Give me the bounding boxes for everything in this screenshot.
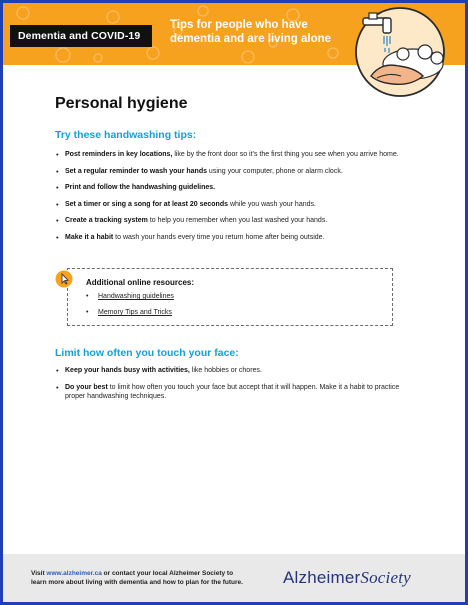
list-item: • Create a tracking system to help you remember when you last washed your hands. [55,216,405,226]
resources-list [86,292,174,324]
online-resources-box [67,268,393,326]
handwashing-heading: Try these handwashing tips: [55,129,197,141]
list-item: • Do your best to limit how often you touch your face but accept that it will happen. Make it a habit to practice proper handwashing techniques. [55,383,405,402]
handwashing-list [55,150,405,249]
topic-tag: Dementia and COVID-19 [10,25,152,47]
resources-title: Additional online resources: [86,278,195,287]
header-subtitle-line2: dementia and are living alone [170,33,332,45]
face-heading: Limit how often you touch your face: [55,347,239,359]
handwashing-icon [341,6,459,98]
mouse-pointer-icon [54,269,74,289]
header-subtitle [170,18,370,46]
face-list [55,366,405,409]
resource-link-memory-tips[interactable]: • Memory Tips and Tricks [86,308,174,317]
page-title: Personal hygiene [55,95,188,112]
list-item: • Set a regular reminder to wash your hands using your computer, phone or alarm clock. [55,167,405,177]
footer [3,554,465,602]
list-item: • Print and follow the handwashing guidelines. [55,183,405,193]
list-item: • Keep your hands busy with activities, like hobbies or chores. [55,366,405,376]
alzheimer-society-logo: AlzheimerSociety [283,568,411,587]
header-subtitle-line1: Tips for people who have [170,19,308,31]
footer-text: Visit www.alzheimer.ca or contact your local Alzheimer Society to learn more about living with dementia and how to plan for the future. [31,570,243,586]
list-item: • Set a timer or sing a song for at least 20 seconds while you wash your hands. [55,200,405,210]
list-item: • Make it a habit to wash your hands every time you return home after being outside. [55,233,405,243]
resource-link-handwashing-guidelines[interactable]: • Handwashing guidelines [86,292,174,301]
website-link[interactable]: www.alzheimer.ca [46,570,102,577]
list-item: • Post reminders in key locations, like by the front door so it’s the first thing you see when you arrive home. [55,150,405,160]
